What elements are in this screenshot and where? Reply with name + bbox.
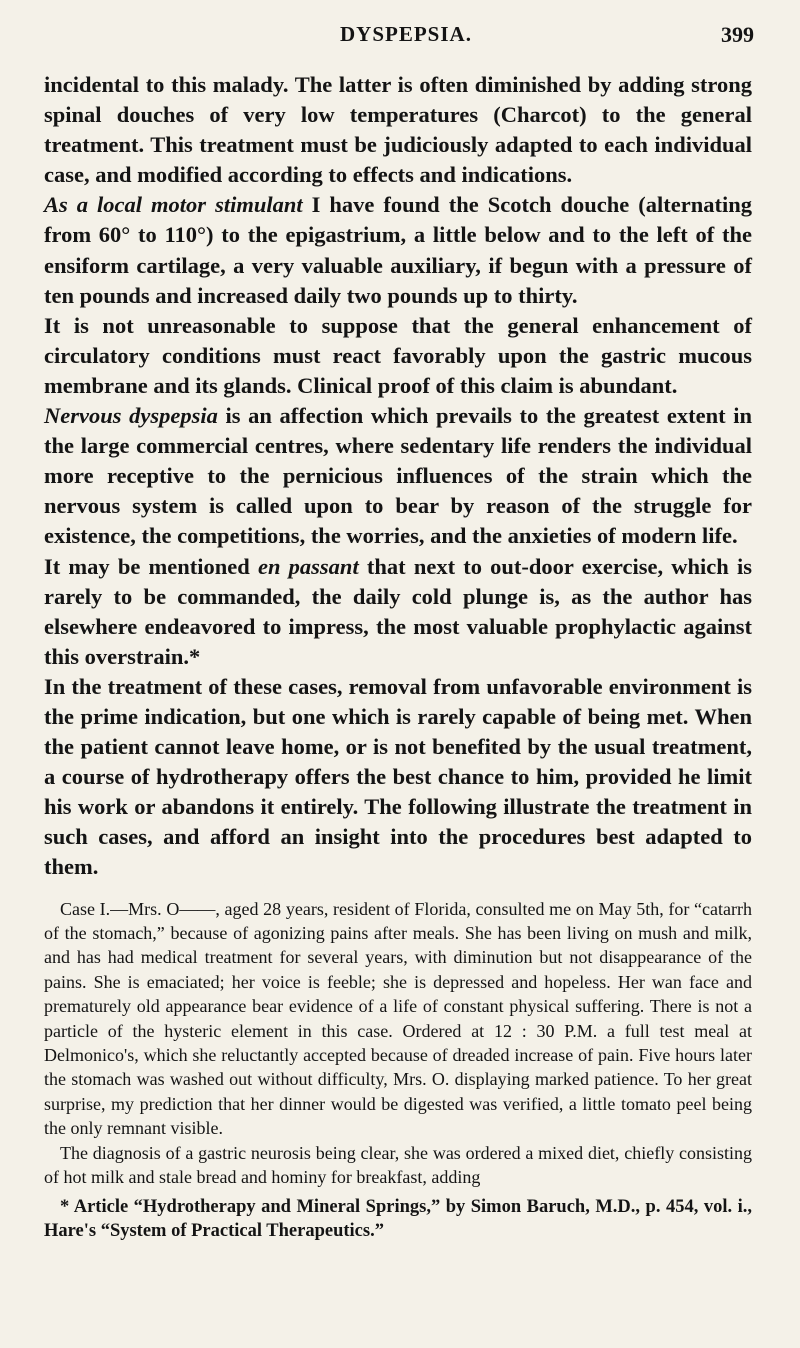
paragraph	[44, 190, 752, 310]
paragraph	[44, 70, 752, 190]
italic-phrase: en passant	[257, 553, 359, 579]
italic-phrase: Nervous dyspepsia	[44, 403, 218, 429]
paragraph	[44, 672, 752, 883]
paragraph	[44, 311, 752, 401]
paragraph-text: In the treatment of these cases, removal from unfavorable environment is the prime indication, but one which is rarely capable of being met. When the patient cannot leave home, or is not benefited by the usual treatment, a course of hydrotherapy offers the best chance to him, provided he limit his work or abandons it entirely. The following illustrate the treatment in such cases, and afford an insight into the procedures best adapted to them.	[44, 673, 752, 880]
paragraph	[44, 401, 752, 551]
paragraph-text: I have found the Scotch douche (alternating from 60° to 110°) to the epigastrium, a little below and to the left of the ensiform cartilage, a very valuable auxiliary, if begun with a pressure of ten pounds and increased daily two pounds up to thirty.	[44, 192, 752, 308]
page-number: 399	[721, 22, 754, 47]
case-paragraph: Case I.—Mrs. O——, aged 28 years, resident of Florida, consulted me on May 5th, for “catarrh of the stomach,” because of agonizing pains after meals. She has been living on mush and milk, and has had medical treatment for several years, with diminution but not disappearance of the pains. She is emaciated; her voice is feeble; she is depressed and hopeless. Her wan face and prematurely old appearance bear evidence of a life of constant physical suffering. There is not a particle of the hysteric element in this case. Ordered at 12 : 30 P.M. a full test meal at Delmonico's, which she reluctantly accepted because of dreaded increase of pain. Five hours later the stomach was washed out without difficulty, Mrs. O. displaying marked patience. To her great surprise, my prediction that her dinner would be digested was verified, a little tomato peel being the only remnant visible.	[44, 898, 752, 1139]
italic-phrase: As a local motor stimulant	[44, 192, 303, 218]
page-header	[340, 22, 754, 52]
case-paragraph: The diagnosis of a gastric neurosis being clear, she was ordered a mixed diet, chiefly consisting of hot milk and stale bread and hominy for breakfast, adding	[44, 1142, 752, 1187]
case-report	[44, 897, 752, 1190]
paragraph-text: It may be mentioned	[44, 553, 258, 579]
main-text	[44, 70, 752, 883]
paragraph-text: incidental to this malady. The latter is often diminished by adding strong spinal douches of very low temperatures (Charcot) to the general treatment. This treatment must be judiciously adapted to each individual case, and modified according to effects and indications.	[44, 72, 752, 188]
running-title: DYSPEPSIA.	[340, 22, 472, 46]
paragraph-text: is an affection which prevails to the greatest extent in the large commercial centres, where sedentary life renders the individual more receptive to the pernicious influences of the strain which the nervous system is called upon to bear by reason of the struggle for existence, the competitions, the worries, and the anxieties of modern life.	[44, 403, 753, 549]
footnote: * Article “Hydrotherapy and Mineral Springs,” by Simon Baruch, M.D., p. 454, vol. i., Hare's “System of Practical Therapeutics.”	[44, 1197, 752, 1242]
paragraph-text: It is not unreasonable to suppose that the general enhancement of circulatory conditions must react favorably upon the gastric mucous membrane and its glands. Clinical proof of this claim is abundant.	[44, 312, 752, 398]
paragraph	[44, 552, 752, 672]
paragraph-text: that next to out-door exercise, which is rarely to be commanded, the daily cold plunge is, as the author has elsewhere endeavored to impress, the most valuable prophylactic against this overstrain.*	[44, 553, 752, 669]
